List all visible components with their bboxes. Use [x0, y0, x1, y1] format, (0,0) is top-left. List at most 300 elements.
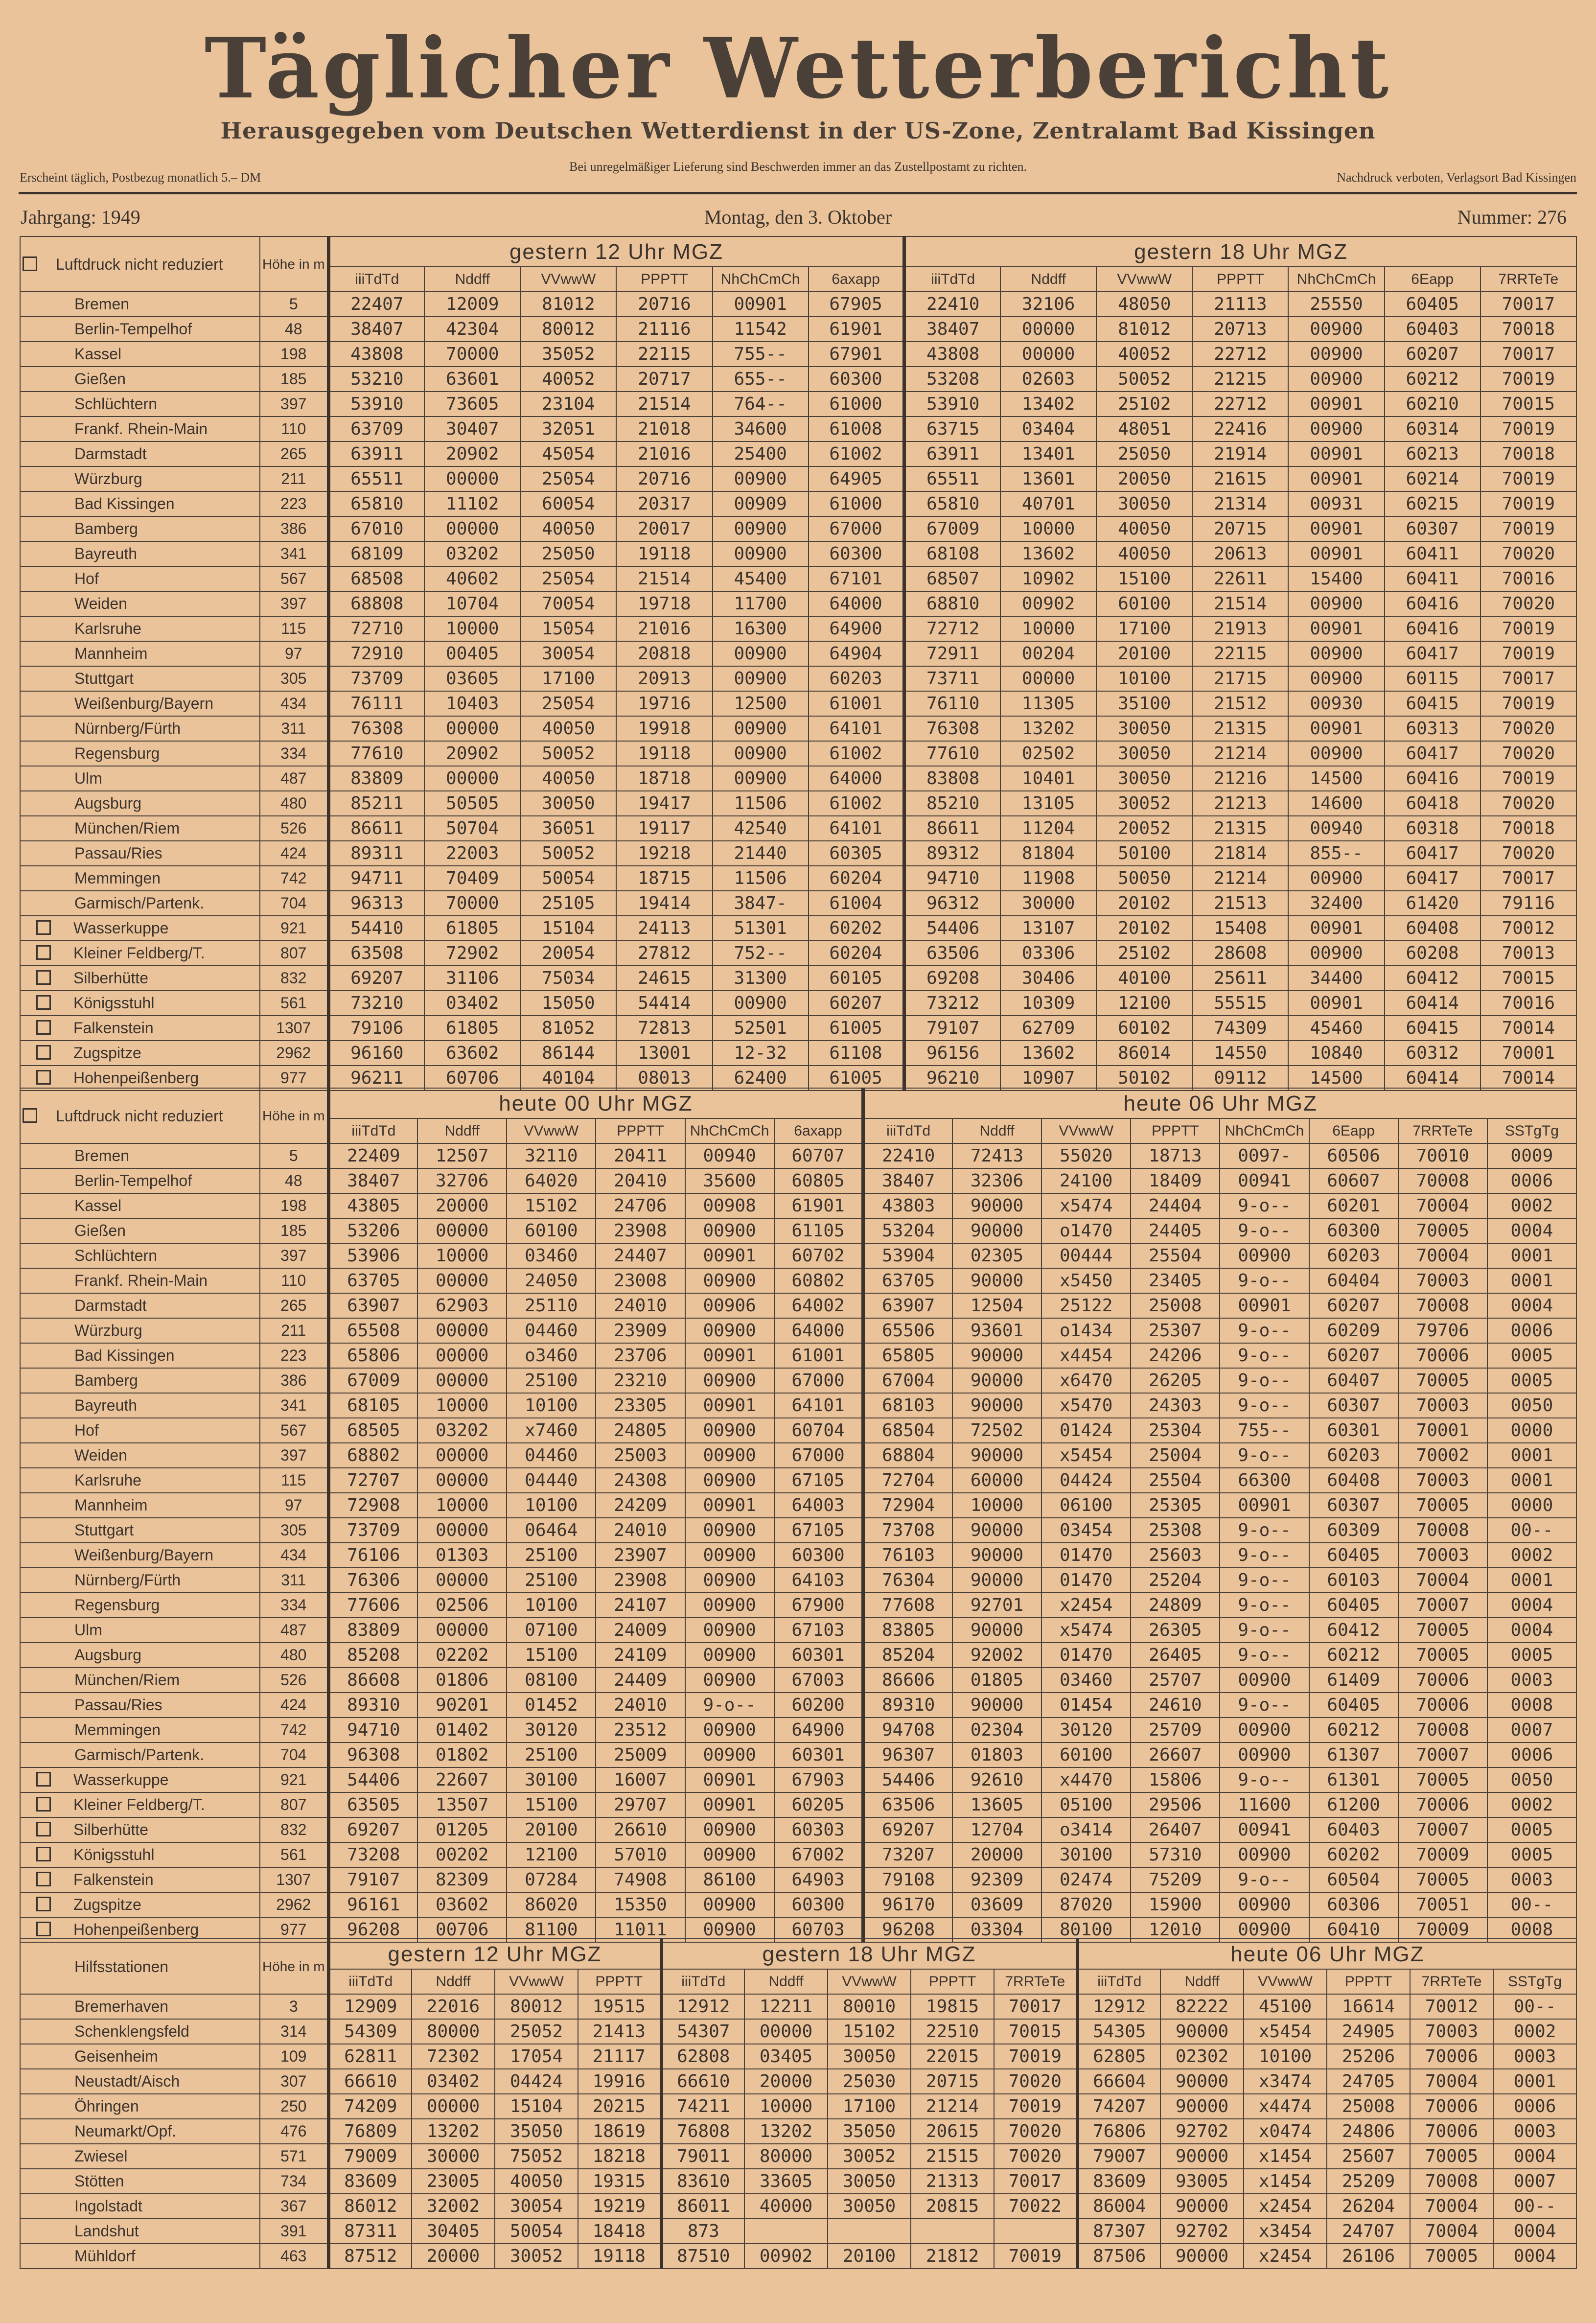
- observation-code: 64101: [774, 1393, 863, 1418]
- observation-code: 43808: [904, 342, 1000, 367]
- observation-code: 31300: [713, 966, 809, 991]
- observation-code: 62805: [1077, 2044, 1160, 2069]
- observation-code: 60054: [520, 491, 616, 516]
- observation-code: 61105: [774, 1218, 863, 1243]
- observation-code: 12500: [713, 691, 809, 716]
- observation-code: 70019: [1480, 466, 1576, 491]
- observation-code: 96308: [328, 1742, 417, 1767]
- observation-code: 72413: [952, 1143, 1041, 1168]
- observation-code: 60208: [1385, 941, 1480, 966]
- observation-code: 30050: [828, 2044, 911, 2069]
- column-header: PPPTT: [578, 1969, 661, 1994]
- observation-code: 03405: [744, 2044, 828, 2069]
- station-name: [20, 1218, 260, 1243]
- table-row: [20, 1668, 1576, 1693]
- observation-code: 70005: [1398, 1218, 1487, 1243]
- table-row: [20, 342, 1576, 367]
- observation-code: 25054: [520, 566, 616, 591]
- observation-code: o1470: [1041, 1218, 1131, 1243]
- elevation: 480: [260, 791, 328, 816]
- observation-code: 15104: [495, 2094, 578, 2119]
- observation-code: 01803: [952, 1742, 1041, 1767]
- mountain-station-marker-icon: [36, 1897, 51, 1911]
- observation-code: 20000: [952, 1842, 1041, 1867]
- observation-code: 24050: [507, 1268, 596, 1293]
- observation-code: 10000: [417, 1493, 507, 1518]
- observation-code: 0002: [1493, 2019, 1576, 2044]
- observation-code: 27812: [616, 941, 712, 966]
- station-label: Nürnberg/Fürth: [74, 720, 181, 737]
- observation-code: 60207: [1309, 1343, 1398, 1368]
- elevation: 109: [260, 2044, 328, 2069]
- observation-code: 18715: [616, 866, 712, 891]
- observation-code: 57010: [596, 1842, 685, 1867]
- observation-code: 96161: [328, 1892, 417, 1917]
- observation-code: 38407: [863, 1168, 952, 1193]
- observation-code: 79007: [1077, 2144, 1160, 2169]
- observation-code: 63505: [328, 1792, 417, 1817]
- observation-code: 70007: [1398, 1742, 1487, 1767]
- observation-code: 60103: [1309, 1568, 1398, 1593]
- observation-code: 60403: [1385, 317, 1480, 342]
- station-name: [20, 1842, 260, 1867]
- observation-code: 03402: [412, 2069, 495, 2094]
- table-row: [20, 2169, 1576, 2194]
- observation-code: 70006: [1410, 2119, 1493, 2144]
- observation-code: 30050: [1096, 766, 1192, 791]
- observation-code: 70015: [1480, 966, 1576, 991]
- observation-code: 13105: [1000, 791, 1096, 816]
- observation-code: 00900: [713, 641, 809, 666]
- observation-code: 00900: [1288, 941, 1384, 966]
- mountain-station-marker-icon: [36, 970, 51, 985]
- observation-code: 04440: [507, 1468, 596, 1493]
- observation-code: 00901: [685, 1493, 774, 1518]
- observation-code: 26405: [1131, 1643, 1220, 1668]
- observation-code: x5454: [1041, 1443, 1131, 1468]
- observation-code: 61004: [809, 891, 904, 916]
- observation-code: 70019: [1480, 616, 1576, 641]
- observation-code: 60405: [1385, 292, 1480, 317]
- observation-code: 60201: [1309, 1193, 1398, 1218]
- observation-code: 64002: [774, 1293, 863, 1318]
- table-row: [20, 866, 1576, 891]
- table-row: [20, 1368, 1576, 1393]
- observation-code: 25100: [507, 1742, 596, 1767]
- observation-code: 10000: [424, 616, 520, 641]
- observation-code: 22712: [1192, 392, 1288, 417]
- observation-code: 72707: [328, 1468, 417, 1493]
- observation-code: 70016: [1480, 566, 1576, 591]
- observation-code: 43808: [328, 342, 424, 367]
- elevation: 97: [260, 1493, 328, 1518]
- observation-code: 0097-: [1220, 1143, 1309, 1168]
- observation-code: 9-o--: [1220, 1618, 1309, 1643]
- observation-code: x0474: [1244, 2119, 1327, 2144]
- observation-code: 79106: [328, 1016, 424, 1041]
- observation-code: 21016: [616, 441, 712, 466]
- observation-code: 25004: [1131, 1443, 1220, 1468]
- observation-code: 70019: [994, 2094, 1077, 2119]
- elevation: 434: [260, 691, 328, 716]
- column-header: VVwwW: [520, 267, 616, 292]
- observation-code: 11600: [1220, 1792, 1309, 1817]
- observation-code: 24806: [1327, 2119, 1410, 2144]
- observation-code: 00--: [1493, 2194, 1576, 2219]
- observation-code: 90000: [952, 1443, 1041, 1468]
- section-header-3: heute 06 Uhr MGZ: [1077, 1939, 1576, 1969]
- elevation: 480: [260, 1643, 328, 1668]
- observation-code: 00901: [685, 1243, 774, 1268]
- observation-code: 00940: [1288, 816, 1384, 841]
- elevation: 561: [260, 1842, 328, 1867]
- observation-code: 24705: [1327, 2069, 1410, 2094]
- observation-code: 68507: [904, 566, 1000, 591]
- observation-code: 00900: [685, 1368, 774, 1393]
- observation-code: 00000: [417, 1318, 507, 1343]
- station-label: Weißenburg/Bayern: [74, 695, 213, 712]
- observation-code: 25707: [1131, 1668, 1220, 1693]
- observation-code: 18218: [578, 2144, 661, 2169]
- observation-code: 01805: [952, 1668, 1041, 1693]
- elevation: 5: [260, 1143, 328, 1168]
- observation-code: 77610: [904, 741, 1000, 766]
- station-name: [20, 1742, 260, 1767]
- station-name: [20, 2194, 260, 2219]
- observation-code: 21018: [616, 417, 712, 441]
- observation-code: 73711: [904, 666, 1000, 691]
- observation-code: 10000: [417, 1243, 507, 1268]
- station-label: Hohenpeißenberg: [73, 1069, 199, 1087]
- observation-code: 0003: [1493, 2044, 1576, 2069]
- observation-code: 15104: [520, 916, 616, 941]
- observation-code: 67000: [774, 1368, 863, 1393]
- observation-code: 67101: [809, 566, 904, 591]
- observation-code: 60313: [1385, 716, 1480, 741]
- station-name: [20, 1041, 260, 1066]
- observation-code: 50100: [1096, 841, 1192, 866]
- observation-code: 70003: [1398, 1468, 1487, 1493]
- observation-code: 66610: [328, 2069, 412, 2094]
- observation-code: 00900: [685, 1543, 774, 1568]
- table-row: [20, 541, 1576, 566]
- station-label: Landshut: [74, 2222, 139, 2240]
- observation-code: 61000: [809, 392, 904, 417]
- station-label: Kleiner Feldberg/T.: [73, 944, 205, 962]
- observation-code: 45460: [1288, 1016, 1384, 1041]
- observation-code: 87311: [328, 2219, 412, 2244]
- column-header: Nddff: [1160, 1969, 1244, 1994]
- observation-code: 54406: [328, 1767, 417, 1792]
- hoehe-header: Höhe in m: [260, 1088, 328, 1143]
- observation-code: 54309: [328, 2019, 412, 2044]
- observation-code: 60300: [774, 1892, 863, 1917]
- observation-code: 60702: [774, 1243, 863, 1268]
- observation-code: 90000: [952, 1543, 1041, 1568]
- observation-code: 0004: [1493, 2244, 1576, 2269]
- observation-code: 48051: [1096, 417, 1192, 441]
- observation-code: 00900: [685, 1468, 774, 1493]
- observation-code: 74908: [596, 1867, 685, 1892]
- observation-code: 00--: [1487, 1518, 1576, 1543]
- station-label: Darmstadt: [74, 445, 147, 463]
- observation-code: 93005: [1160, 2169, 1244, 2194]
- observation-code: 00901: [1288, 392, 1384, 417]
- table-row: [20, 1143, 1576, 1168]
- observation-code: 87307: [1077, 2219, 1160, 2244]
- section-header-2: gestern 18 Uhr MGZ: [661, 1939, 1077, 1969]
- observation-code: 01454: [1041, 1693, 1131, 1718]
- hoehe-header: Höhe in m: [260, 236, 328, 292]
- observation-code: 60405: [1309, 1543, 1398, 1568]
- observation-code: 00900: [685, 1742, 774, 1767]
- observation-code: 70005: [1398, 1368, 1487, 1393]
- observation-code: 12100: [1096, 991, 1192, 1016]
- observation-code: 20615: [911, 2119, 994, 2144]
- observation-code: 00931: [1288, 491, 1384, 516]
- observation-code: 70005: [1398, 1867, 1487, 1892]
- column-header: PPPTT: [596, 1118, 685, 1143]
- mountain-station-marker-icon: [36, 1045, 51, 1060]
- observation-code: 19718: [616, 591, 712, 616]
- observation-code: 64101: [809, 716, 904, 741]
- station-name: [20, 716, 260, 741]
- observation-code: 60408: [1309, 1468, 1398, 1493]
- table-row: [20, 2119, 1576, 2144]
- column-header: VVwwW: [495, 1969, 578, 1994]
- elevation: 110: [260, 1268, 328, 1293]
- observation-code: 00000: [417, 1368, 507, 1393]
- observation-code: 03460: [1041, 1668, 1131, 1693]
- station-label: Bad Kissingen: [74, 495, 175, 512]
- observation-code: 67000: [774, 1443, 863, 1468]
- elevation: 567: [260, 1418, 328, 1443]
- observation-code: 30120: [507, 1718, 596, 1742]
- observation-code: 65511: [904, 466, 1000, 491]
- observation-code: 69208: [904, 966, 1000, 991]
- observation-code: 70017: [1480, 866, 1576, 891]
- table-row: [20, 1243, 1576, 1268]
- station-name: [20, 1343, 260, 1368]
- observation-code: 24209: [596, 1493, 685, 1518]
- station-label: Neumarkt/Opf.: [74, 2122, 177, 2140]
- observation-code: 13401: [1000, 441, 1096, 466]
- station-label: Nürnberg/Fürth: [74, 1571, 181, 1589]
- elevation: 921: [260, 1767, 328, 1792]
- observation-code: 10100: [1096, 666, 1192, 691]
- observation-code: 79107: [904, 1016, 1000, 1041]
- observation-code: 30052: [1096, 791, 1192, 816]
- observation-code: 00901: [1288, 441, 1384, 466]
- table-row: [20, 2194, 1576, 2219]
- observation-code: 15102: [507, 1193, 596, 1218]
- observation-code: 23512: [596, 1718, 685, 1742]
- observation-code: 70006: [1398, 1343, 1487, 1368]
- observation-code: 64900: [774, 1718, 863, 1742]
- observation-code: 73208: [328, 1842, 417, 1867]
- observation-code: 60000: [952, 1468, 1041, 1493]
- station-name: [20, 2044, 260, 2069]
- observation-code: 64101: [809, 816, 904, 841]
- station-label: München/Riem: [74, 819, 180, 837]
- observation-code: 67000: [809, 516, 904, 541]
- observation-code: 74309: [1192, 1016, 1288, 1041]
- observation-code: 79108: [863, 1867, 952, 1892]
- column-header: iiiTdTd: [863, 1118, 952, 1143]
- elevation: 265: [260, 441, 328, 466]
- observation-code: 30050: [828, 2169, 911, 2194]
- observation-code: 00900: [713, 666, 809, 691]
- observation-code: 50102: [1096, 1066, 1192, 1091]
- observation-code: 72902: [424, 941, 520, 966]
- elevation: 832: [260, 1817, 328, 1842]
- observation-code: 26610: [596, 1817, 685, 1842]
- observation-code: 00706: [417, 1917, 507, 1942]
- table-row: [20, 1293, 1576, 1318]
- observation-code: 32110: [507, 1143, 596, 1168]
- table-row: [20, 616, 1576, 641]
- observation-code: 83809: [328, 766, 424, 791]
- column-header: NhChCmCh: [713, 267, 809, 292]
- observation-code: 60417: [1385, 866, 1480, 891]
- observation-code: 60405: [1309, 1693, 1398, 1718]
- observation-code: 21914: [1192, 441, 1288, 466]
- observation-code: 19218: [616, 841, 712, 866]
- elevation: 198: [260, 342, 328, 367]
- observation-code: 09112: [1192, 1066, 1288, 1091]
- observation-code: 0001: [1487, 1268, 1576, 1293]
- observation-code: 64905: [809, 466, 904, 491]
- station-label: Königsstuhl: [73, 994, 155, 1012]
- observation-code: 0005: [1487, 1343, 1576, 1368]
- observation-code: 60607: [1309, 1168, 1398, 1193]
- station-name: [20, 541, 260, 566]
- observation-code: 70004: [1398, 1193, 1487, 1218]
- observation-code: 68802: [328, 1443, 417, 1468]
- observation-code: 03402: [424, 991, 520, 1016]
- observation-code: 00900: [685, 1618, 774, 1643]
- observation-code: 40000: [744, 2194, 828, 2219]
- observation-code: 85208: [328, 1643, 417, 1668]
- observation-code: 25206: [1327, 2044, 1410, 2069]
- observation-code: 70006: [1398, 1792, 1487, 1817]
- observation-code: 00902: [1000, 591, 1096, 616]
- observation-code: 20317: [616, 491, 712, 516]
- observation-code: 90000: [952, 1268, 1041, 1293]
- elevation: 977: [260, 1917, 328, 1942]
- observation-code: 62709: [1000, 1016, 1096, 1041]
- observation-code: 25110: [507, 1293, 596, 1318]
- observation-code: 70015: [994, 2019, 1077, 2044]
- observation-code: 60202: [1309, 1842, 1398, 1867]
- observation-code: 15100: [507, 1792, 596, 1817]
- observation-code: 32706: [417, 1168, 507, 1193]
- observation-code: 12909: [328, 1994, 412, 2019]
- observation-code: 64000: [809, 591, 904, 616]
- observation-code: 50052: [520, 841, 616, 866]
- observation-code: 02202: [417, 1643, 507, 1668]
- observation-code: 94710: [328, 1718, 417, 1742]
- observation-code: 70019: [1480, 367, 1576, 392]
- station-name: [20, 2119, 260, 2144]
- observation-code: 86014: [1096, 1041, 1192, 1066]
- observation-code: 79009: [328, 2144, 412, 2169]
- observation-code: 25305: [1131, 1493, 1220, 1518]
- observation-code: 24405: [1131, 1218, 1220, 1243]
- observation-code: 73709: [328, 1518, 417, 1543]
- station-label: Schlüchtern: [74, 395, 157, 413]
- observation-code: 70004: [1410, 2069, 1493, 2094]
- station-name: [20, 566, 260, 591]
- observation-code: 26407: [1131, 1817, 1220, 1842]
- observation-code: 19515: [578, 1994, 661, 2019]
- observation-code: 93601: [952, 1318, 1041, 1343]
- observation-code: 35050: [495, 2119, 578, 2144]
- observation-code: 9-o--: [1220, 1767, 1309, 1792]
- table-row: [20, 916, 1576, 941]
- observation-code: 10000: [1000, 516, 1096, 541]
- elevation: 397: [260, 1243, 328, 1268]
- observation-code: 11700: [713, 591, 809, 616]
- station-name: [20, 1418, 260, 1443]
- observation-code: 03602: [417, 1892, 507, 1917]
- observation-code: 03404: [1000, 417, 1096, 441]
- observation-code: 90000: [1160, 2244, 1244, 2269]
- observation-code: 00901: [1288, 991, 1384, 1016]
- table-row: [20, 691, 1576, 716]
- station-name: [20, 1618, 260, 1643]
- observation-code: 63602: [424, 1041, 520, 1066]
- observation-code: 60418: [1385, 791, 1480, 816]
- observation-code: 20713: [1192, 317, 1288, 342]
- observation-code: 70005: [1410, 2144, 1493, 2169]
- station-label: Wasserkuppe: [73, 919, 169, 937]
- observation-code: 30050: [1096, 491, 1192, 516]
- observation-code: 96313: [328, 891, 424, 916]
- observation-code: 64000: [809, 766, 904, 791]
- station-label: Berlin-Tempelhof: [74, 1172, 192, 1189]
- station-name: [20, 292, 260, 317]
- observation-code: 83610: [661, 2169, 744, 2194]
- station-label: Bayreuth: [74, 545, 138, 562]
- observation-code: 70019: [994, 2244, 1077, 2269]
- observation-code: 70009: [1398, 1917, 1487, 1942]
- observation-code: 0004: [1487, 1218, 1576, 1243]
- observation-code: 65806: [328, 1343, 417, 1368]
- observation-code: 77610: [328, 741, 424, 766]
- observation-code: 40104: [520, 1066, 616, 1091]
- observation-code: 873: [661, 2219, 744, 2244]
- observation-code: 0005: [1487, 1643, 1576, 1668]
- observation-code: 68103: [863, 1393, 952, 1418]
- observation-code: 40100: [1096, 966, 1192, 991]
- observation-code: 70017: [994, 2169, 1077, 2194]
- elevation: 386: [260, 1368, 328, 1393]
- observation-code: 02474: [1041, 1867, 1131, 1892]
- observation-code: 00900: [685, 1718, 774, 1742]
- observation-code: 92702: [1160, 2119, 1244, 2144]
- observation-code: 20102: [1096, 916, 1192, 941]
- observation-code: 65805: [863, 1343, 952, 1368]
- observation-code: 0006: [1487, 1168, 1576, 1193]
- observation-code: 00900: [1288, 367, 1384, 392]
- observation-code: 13202: [744, 2119, 828, 2144]
- observation-code: 18713: [1131, 1143, 1220, 1168]
- observation-code: 70019: [1480, 641, 1576, 666]
- observation-code: 00000: [1000, 666, 1096, 691]
- observation-code: 01806: [417, 1668, 507, 1693]
- station-label: Bamberg: [74, 1371, 138, 1389]
